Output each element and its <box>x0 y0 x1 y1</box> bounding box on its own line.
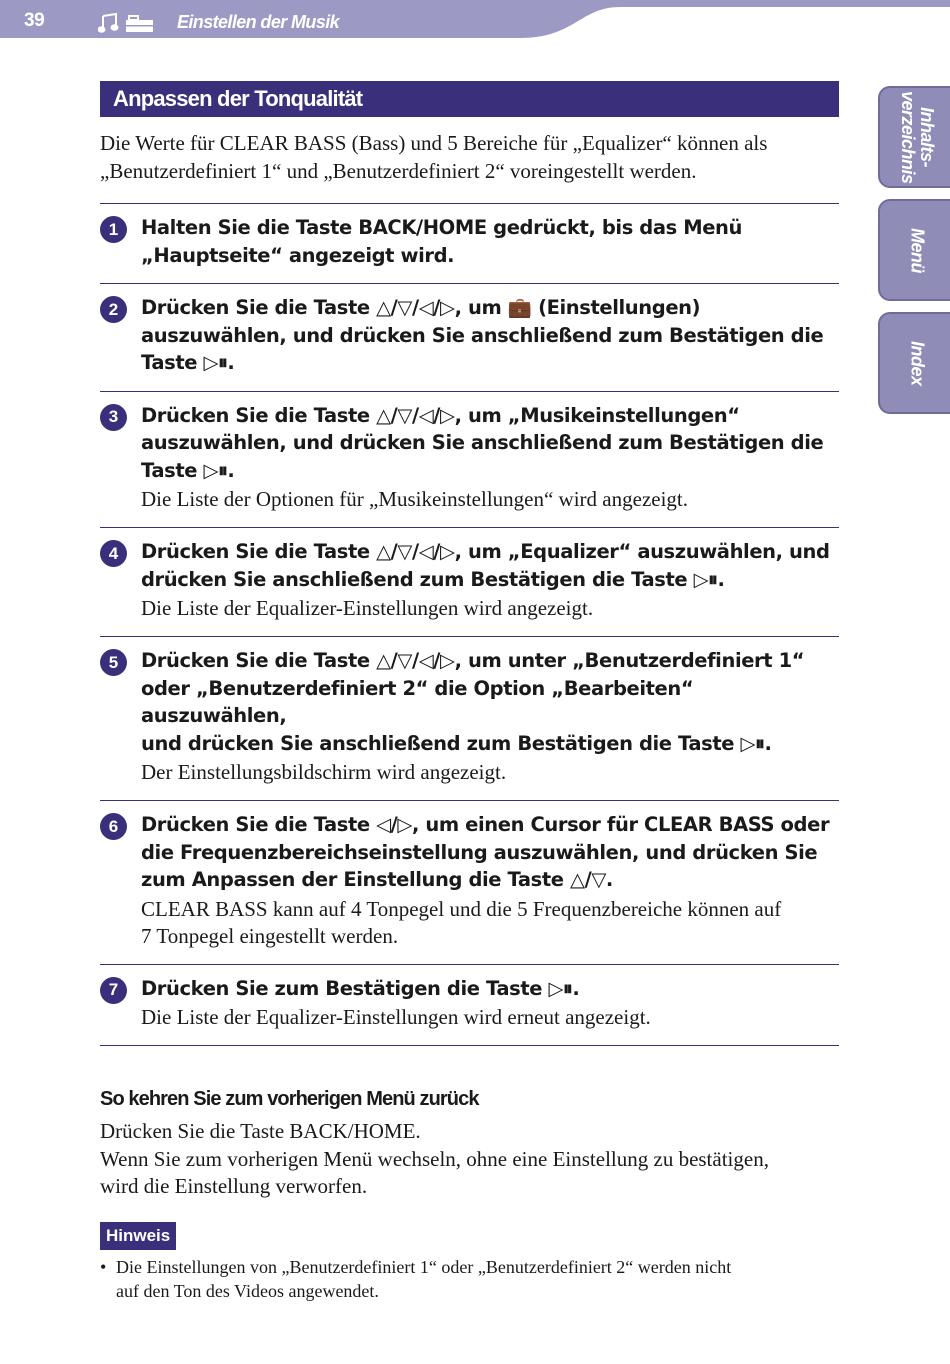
step-instruction: Halten Sie die Taste BACK/HOME gedrückt, bis das Menü „Hauptseite“ angezeigt wird. <box>141 216 743 267</box>
step-result: Die Liste der Equalizer-Einstellungen wird angezeigt. <box>141 596 594 620</box>
side-tab-menu-label: Menü <box>907 227 928 273</box>
step-number: 7 <box>100 977 127 1004</box>
return-heading: So kehren Sie zum vorherigen Menü zurück <box>100 1088 479 1110</box>
step-result: Die Liste der Optionen für „Musikeinstellungen“ wird angezeigt. <box>141 487 689 511</box>
step-2 <box>100 283 839 391</box>
side-tab-index[interactable] <box>878 312 950 414</box>
page-number: 39 <box>24 10 45 31</box>
music-note-icon <box>99 14 118 32</box>
step-instruction: Drücken Sie die Taste △/▽/◁/▷, um unter „Benutzerdefiniert 1“ oder „Benutzerdefiniert 2“ die Option „Bearbeiten“ auszuwählen, und drücken Sie anschließend zum Bestätigen die Taste ▷⏸. <box>141 649 805 755</box>
step-instruction: Drücken Sie die Taste ◁/▷, um einen Cursor für CLEAR BASS oder die Frequenzbereichseinstellung auszuwählen, und drücken Sie zum Anpassen der Einstellung die Taste △/▽. <box>141 813 830 891</box>
step-5 <box>100 636 839 800</box>
note <box>100 1256 840 1303</box>
page-header <box>0 0 950 42</box>
step-number: 6 <box>100 813 127 840</box>
step-instruction: Drücken Sie die Taste △/▽/◁/▷, um 💼 (Einstellungen) auszuwählen, und drücken Sie anschließend zum Bestätigen die Taste ▷⏸. <box>141 296 824 374</box>
side-tab-contents[interactable] <box>878 86 950 188</box>
note-text: Die Einstellungen von „Benutzerdefiniert 1“ oder „Benutzerdefiniert 2“ werden nicht auf den Ton des Videos angewendet. <box>116 1257 732 1301</box>
section-title: Anpassen der Tonqualität <box>100 81 839 117</box>
toolbox-icon <box>126 16 153 32</box>
step-result: Der Einstellungsbildschirm wird angezeigt. <box>141 760 507 784</box>
side-tab-menu[interactable] <box>878 199 950 301</box>
side-tab-contents-label: Inhalts- verzeichnis <box>898 90 937 184</box>
step-4 <box>100 527 839 636</box>
step-7 <box>100 964 839 1047</box>
step-instruction: Drücken Sie die Taste △/▽/◁/▷, um „Equalizer“ auszuwählen, und drücken Sie anschließend zum Bestätigen die Taste ▷⏸. <box>141 540 830 591</box>
step-number: 5 <box>100 649 127 676</box>
step-result: Die Liste der Equalizer-Einstellungen wird erneut angezeigt. <box>141 1005 651 1029</box>
side-tab-index-label: Index <box>907 340 928 386</box>
note-label: Hinweis <box>100 1222 176 1250</box>
return-text: Drücken Sie die Taste BACK/HOME. Wenn Sie zum vorherigen Menü wechseln, ohne eine Einstellung zu bestätigen, wird die Einstellung verworfen. <box>100 1119 769 1198</box>
step-result: CLEAR BASS kann auf 4 Tonpegel und die 5 Frequenzbereiche können auf 7 Tonpegel eingestellt werden. <box>141 896 782 948</box>
intro-text: Die Werte für CLEAR BASS (Bass) und 5 Bereiche für „Equalizer“ können als „Benutzerdefiniert 1“ und „Benutzerdefiniert 2“ voreingestellt werden. <box>100 131 768 183</box>
step-instruction: Drücken Sie zum Bestätigen die Taste ▷⏸. <box>141 976 580 1000</box>
step-1 <box>100 203 839 283</box>
step-6 <box>100 800 839 964</box>
step-number: 2 <box>100 296 127 323</box>
step-3 <box>100 391 839 528</box>
header-title: Einstellen der Musik <box>177 12 340 32</box>
step-number: 4 <box>100 540 127 567</box>
step-instruction: Drücken Sie die Taste △/▽/◁/▷, um „Musikeinstellungen“ auszuwählen, und drücken Sie anschließend zum Bestätigen die Taste ▷⏸. <box>141 403 824 482</box>
step-number: 3 <box>100 404 127 431</box>
main-content <box>100 81 839 1046</box>
bullet: • <box>100 1257 107 1277</box>
step-number: 1 <box>100 216 127 243</box>
